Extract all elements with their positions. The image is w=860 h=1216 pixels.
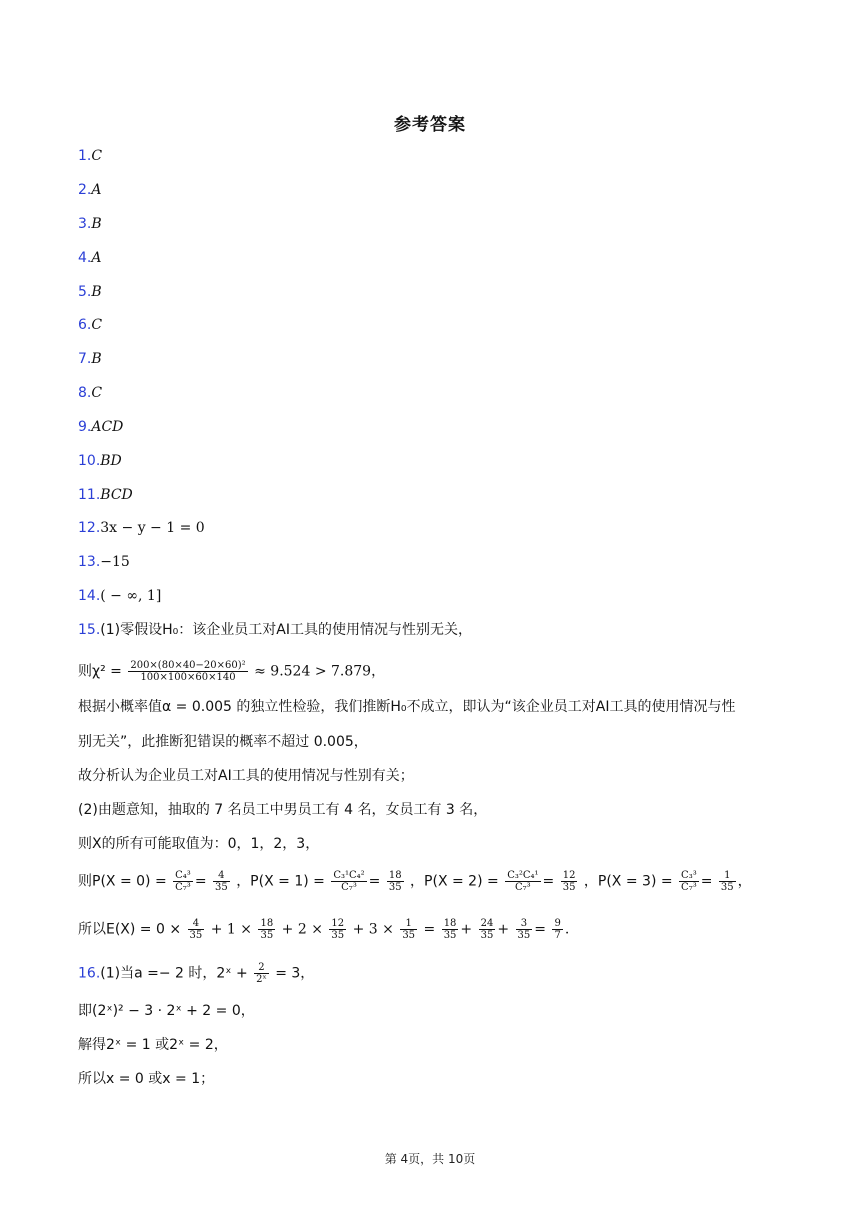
answer-4: 4.A (78, 250, 102, 266)
q16-line-3: 解得2ˣ = 1 或2ˣ = 2， (78, 1037, 228, 1053)
q15-line-3: 根据小概率值α = 0.005 的独立性检验，我们推断H₀不成立，即认为“该企业员工对AI工具的使用情况与性 (78, 699, 736, 715)
answer-1: 1.C (78, 148, 103, 164)
answer-13: 13.−15 (78, 554, 130, 570)
page-title: 参考答案 (394, 115, 466, 135)
q15-chi-square: 则χ² = $\frac{\text{200×(80×40−20×60)²}}{100\times 100\times 60\times 140}$ ≈ 9.524 > 7.879， (78, 660, 386, 683)
q15-line-5: 故分析认为企业员工对AI工具的使用情况与性别有关； (78, 768, 414, 784)
q15-probabilities: 则P(X = 0) = $\frac{\text{C₄³}}{\text{C₇³}}$ = $\frac{4}{35}$ ，P(X = 1) = $\frac{\text{C₃¹C₄²}}{\text{C₇³}}$ = $\frac{18}{35}$ ，P(X = 2) = $\frac{\text{C₃²C₄¹}}{\text{C₇³}}$ = $\frac{12}{35}$ ，P(X = 3) = $\frac{\text{C₃³}}{\text{C₇³}}$ = $\frac{1}{35}$ ， (78, 870, 752, 893)
answer-7: 7.B (78, 351, 102, 367)
answer-8: 8.C (78, 385, 103, 401)
answer-9: 9.ACD (78, 419, 124, 435)
q15-line-1: 15.(1)零假设H₀：该企业员工对AI工具的使用情况与性别无关， (78, 622, 472, 638)
answer-12: 12.3x − y − 1 = 0 (78, 520, 205, 536)
answer-3: 3.B (78, 216, 102, 232)
q15-line-4: 别无关”，此推断犯错误的概率不超过 0.005， (78, 734, 368, 750)
answer-5: 5.B (78, 284, 102, 300)
q15-line-6: (2)由题意知，抽取的 7 名员工中男员工有 4 名，女员工有 3 名， (78, 802, 488, 818)
q15-line-7: 则X的所有可能取值为：0，1，2，3， (78, 836, 320, 852)
answer-14: 14.( − ∞, 1] (78, 588, 162, 604)
chi-fraction: $\frac{\text{200×(80×40−20×60)²}}{100\times 100\times 60\times 140}$ (130, 660, 246, 683)
answer-6: 6.C (78, 317, 103, 333)
answer-11: 11.BCD (78, 487, 133, 503)
q16-line-2: 即(2ˣ)² − 3 · 2ˣ + 2 = 0， (78, 1003, 255, 1019)
q16-line-4: 所以x = 0 或x = 1； (78, 1071, 215, 1087)
q16-line-1: 16.(1)当a =− 2 时，2ˣ + $\frac{2}{\text{2ˣ}}$ = 3， (78, 962, 315, 985)
q15-expectation: 所以E(X) = 0 × $\frac{4}{35}$ + 1 × $\frac{18}{35}$ + 2 × $\frac{12}{35}$ + 3 × $\frac{1}{35}$ = $\frac{18}{35}$ + $\frac{24}{35}$ + $\frac{3}{35}$ = $\frac{9}{7}$ . (78, 918, 570, 941)
answer-2: 2.A (78, 182, 102, 198)
answer-10: 10.BD (78, 453, 122, 469)
page-footer: 第 4页，共 10页 (384, 1152, 476, 1166)
